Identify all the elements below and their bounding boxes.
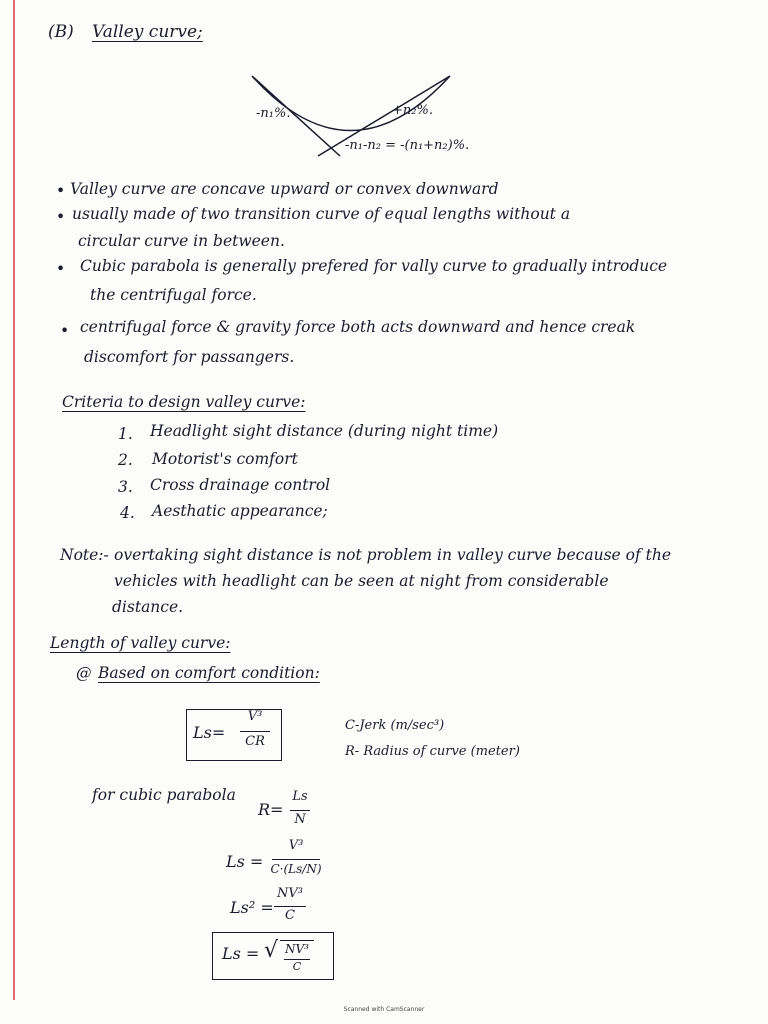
bullet-dot: • xyxy=(56,182,66,200)
bullet-dot: • xyxy=(60,322,70,340)
right-grade-label: +n₂%. xyxy=(392,103,433,118)
step2-numerator: NV³ xyxy=(277,886,303,901)
bullet-dot: • xyxy=(56,260,66,278)
criteria-item: Motorist's comfort xyxy=(152,450,298,468)
bullet-text-cont: the centrifugal force. xyxy=(90,286,257,304)
criteria-num: 1. xyxy=(118,425,133,443)
note-label: Note:- xyxy=(60,546,109,564)
fraction-bar xyxy=(240,731,270,732)
left-grade-label: -n₁%. xyxy=(256,106,291,121)
cubic-parabola-label: for cubic parabola xyxy=(92,786,236,804)
section-title: Valley curve; xyxy=(92,22,203,42)
final-lhs: Ls = xyxy=(222,944,260,963)
r-formula-numerator: Ls xyxy=(292,789,308,804)
step1-lhs: Ls = xyxy=(226,852,264,871)
formula-numerator: V³ xyxy=(247,709,263,724)
scanner-watermark: Scanned with CamScanner xyxy=(343,1006,425,1013)
formula-denominator: CR xyxy=(245,734,265,749)
deviation-angle-label: -n₁-n₂ = -(n₁+n₂)%. xyxy=(345,138,470,153)
note-text-cont: vehicles with headlight can be seen at night from considerable xyxy=(114,572,609,590)
fraction-bar xyxy=(272,859,320,860)
criteria-item: Cross drainage control xyxy=(150,476,331,494)
bullet-text: centrifugal force & gravity force both acts downward and hence creak xyxy=(80,318,636,336)
section-label: (B) xyxy=(48,22,74,42)
step1-denominator: C·(Ls/N) xyxy=(270,862,322,876)
comfort-heading: Based on comfort condition: xyxy=(98,664,320,682)
jerk-legend: C-Jerk (m/sec³) xyxy=(345,718,445,733)
bullet-text-cont: discomfort for passangers. xyxy=(84,348,295,366)
formula-lhs: Ls= xyxy=(193,723,226,742)
bullet-text-cont: circular curve in between. xyxy=(78,232,285,250)
bullet-dot: • xyxy=(56,208,66,226)
final-denominator: C xyxy=(292,960,302,973)
length-heading: Length of valley curve: xyxy=(50,634,231,652)
criteria-num: 3. xyxy=(118,478,133,496)
note-text-cont: distance. xyxy=(112,598,184,616)
step2-lhs: Ls² = xyxy=(230,898,274,917)
note-text: overtaking sight distance is not problem in valley curve because of the xyxy=(114,546,672,564)
criteria-item: Headlight sight distance (during night time) xyxy=(150,422,499,440)
bullet-text: usually made of two transition curve of equal lengths without a xyxy=(72,205,571,223)
criteria-num: 4. xyxy=(120,504,135,522)
final-numerator: NV³ xyxy=(285,942,309,956)
radius-legend: R- Radius of curve (meter) xyxy=(345,744,520,759)
step1-numerator: V³ xyxy=(288,838,304,853)
criteria-item: Aesthatic appearance; xyxy=(152,502,328,520)
criteria-num: 2. xyxy=(118,451,133,469)
criteria-heading: Criteria to design valley curve: xyxy=(62,393,306,411)
r-formula-denominator: N xyxy=(294,812,306,827)
square-root-sign: √ xyxy=(264,938,279,963)
margin-line xyxy=(13,0,15,1000)
sub-label: @ xyxy=(76,664,92,682)
bullet-text: Valley curve are concave upward or convex downward xyxy=(70,180,499,198)
step2-denominator: C xyxy=(285,908,295,923)
bullet-text: Cubic parabola is generally prefered for vally curve to gradually introduce xyxy=(80,257,668,275)
r-formula-lhs: R= xyxy=(258,800,284,819)
